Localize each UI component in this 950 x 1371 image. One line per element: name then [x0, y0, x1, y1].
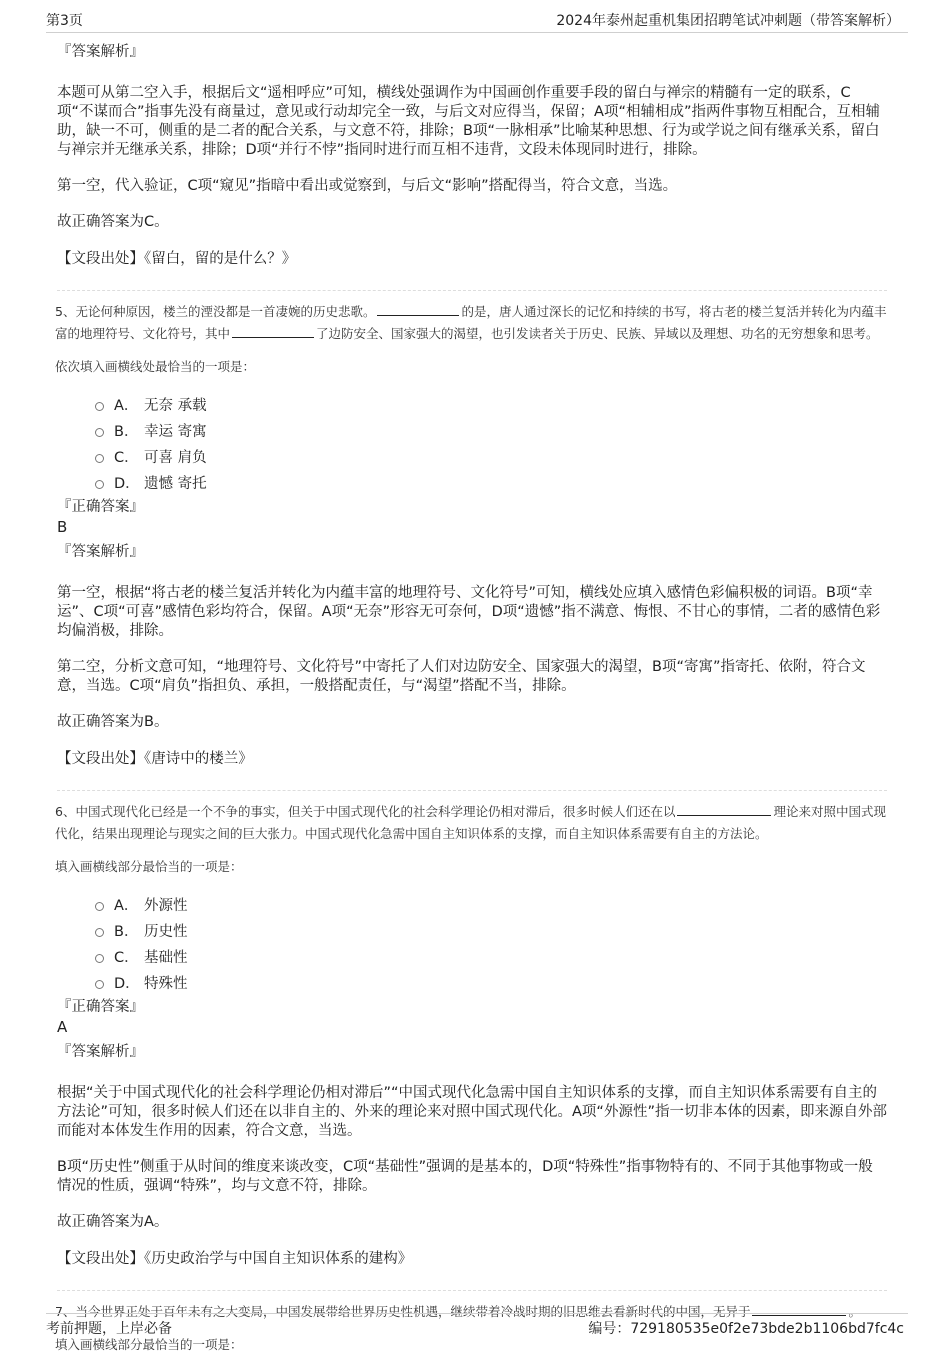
- radio-icon[interactable]: [95, 454, 104, 463]
- analysis-paragraph: B项“历史性”侧重于从时间的维度来谈改变，C项“基础性”强调的是基本的，D项“特殊性”指事物特有的、不同于其他事物或一般情况的性质，强调“特殊”，均与文意不符，排除。: [57, 1159, 873, 1194]
- option-text: 遗憾 寄托: [144, 476, 207, 492]
- document-title: 2024年泰州起重机集团招聘笔试冲刺题（带答案解析）: [556, 13, 900, 29]
- divider: [57, 790, 887, 791]
- question-text: 了边防安全、国家强大的渴望，也引发读者关于历史、民族、异域以及理想、功名的无穷想象和思考。: [316, 326, 879, 341]
- question-text: 5、无论何种原因，楼兰的湮没都是一首凄婉的历史悲歌。: [55, 304, 376, 319]
- radio-icon[interactable]: [95, 928, 104, 937]
- document-id-label: 编号：: [588, 1321, 631, 1337]
- option-key: D．: [114, 476, 140, 492]
- question-prompt: 填入画横线部分最恰当的一项是：: [55, 1337, 243, 1352]
- analysis-paragraph: 故正确答案为B。: [57, 714, 169, 730]
- analysis-paragraph: 第一空，根据“将古老的楼兰复活并转化为内蕴丰富的地理符号、文化符号”可知，横线处应填入感情色彩偏积极的词语。B项“幸运”、C项“可喜”感情色彩均符合，保留。A项“无奈”形容无可奈何，D项“遗憾”指不满意、悔恨、不甘心的事情，二者的感情色彩均偏消极，排除。: [57, 585, 881, 639]
- fill-blank: [377, 301, 459, 316]
- analysis-paragraph: 第二空，分析文意可知，“地理符号、文化符号”中寄托了人们对边防安全、国家强大的渴望，B项“寄寓”指寄托、依附，符合文意，当选。C项“肩负”指担负、承担，一般搭配责任，与“渴望”搭配不当，排除。: [57, 659, 866, 694]
- option-a[interactable]: [95, 893, 887, 919]
- analysis-paragraph: 故正确答案为C。: [57, 214, 169, 230]
- correct-answer-label: 『正确答案』: [57, 999, 144, 1015]
- options-list: [95, 393, 887, 497]
- question-text: 理论来对照中国式现代化，结果出现理论与现实之间的巨大张力。中国式现代化急需中国自主知识体系的支撑，而自主知识体系需要有自主的方法论。: [55, 804, 886, 841]
- analysis-paragraph: 第一空，代入验证，C项“窥见”指暗中看出或觉察到，与后文“影响”搭配得当，符合文意，当选。: [57, 178, 678, 194]
- footer-slogan: 考前押题，上岸必备: [46, 1321, 172, 1337]
- question-text: 7、当今世界正处于百年未有之大变局，中国发展带给世界历史性机遇，继续带着冷战时期的旧思维去看新时代的中国，无异于: [55, 1304, 751, 1319]
- question-6-text: [55, 801, 887, 845]
- option-c[interactable]: [95, 945, 887, 971]
- option-b[interactable]: [95, 919, 887, 945]
- document-body: [57, 42, 887, 1371]
- fill-blank: [677, 801, 771, 816]
- radio-icon[interactable]: [95, 980, 104, 989]
- option-text: 基础性: [144, 950, 188, 966]
- analysis-paragraph: 故正确答案为A。: [57, 1214, 169, 1230]
- analysis-paragraph: 根据“关于中国式现代化的社会科学理论仍相对滞后”“中国式现代化急需中国自主知识体系的支撑，而自主知识体系需要有自主的方法论”可知，很多时候人们还在以非自主的、外来的理论来对照中国式现代化。A项“外源性”指一切非本体的因素，即来源自外部而能对本体发生作用的因素，符合文意，当选。: [57, 1085, 887, 1139]
- option-key: B．: [114, 424, 139, 440]
- option-text: 历史性: [144, 924, 188, 940]
- source-citation: 【文段出处】《历史政治学与中国自主知识体系的建构》: [57, 1251, 413, 1267]
- document-id-value: 729180535e0f2e73bde2b1106bd7fc4c: [630, 1321, 904, 1337]
- option-key: C．: [114, 450, 139, 466]
- option-d[interactable]: [95, 471, 887, 497]
- question-text: 6、中国式现代化已经是一个不争的事实，但关于中国式现代化的社会科学理论仍相对滞后，很多时候人们还在以: [55, 804, 676, 819]
- radio-icon[interactable]: [95, 480, 104, 489]
- options-list: [95, 893, 887, 997]
- option-key: C．: [114, 950, 139, 966]
- option-text: 幸运 寄寓: [144, 424, 207, 440]
- option-a[interactable]: [95, 393, 887, 419]
- option-b[interactable]: [95, 419, 887, 445]
- option-key: D．: [114, 976, 140, 992]
- option-key: A．: [114, 898, 139, 914]
- question-text: 的是，唐人通过深长的记忆和持续的书写，将古老的楼兰复活并转化为内蕴丰富的地理符号、文化符号，其中: [55, 304, 887, 341]
- fill-blank: [232, 323, 314, 338]
- radio-icon[interactable]: [95, 954, 104, 963]
- question-prompt: 填入画横线部分最恰当的一项是：: [55, 859, 243, 874]
- page-header: [46, 6, 908, 33]
- analysis-paragraph: 本题可从第二空入手，根据后文“遥相呼应”可知，横线处强调作为中国画创作重要手段的留白与禅宗的精髓有一定的联系，C项“不谋而合”指事先没有商量过，意见或行动却完全一致，与后文对应得当，保留；A项“相辅相成”指两件事物互相配合，互相辅助，缺一不可，侧重的是二者的配合关系，与文意不符，排除；B项“一脉相承”比喻某种思想、行为或学说之间有继承关系，留白与禅宗并无继承关系，排除；D项“并行不悖”指同时进行而互相不违背，文段未体现同时进行，排除。: [57, 85, 880, 158]
- option-text: 可喜 肩负: [144, 450, 207, 466]
- divider: [57, 1290, 887, 1291]
- correct-answer: A: [57, 1018, 68, 1036]
- correct-answer: B: [57, 518, 68, 536]
- radio-icon[interactable]: [95, 902, 104, 911]
- option-text: 特殊性: [144, 976, 188, 992]
- question-prompt: 依次填入画横线处最恰当的一项是：: [55, 359, 256, 374]
- answer-analysis-label: 『答案解析』: [57, 44, 144, 60]
- option-text: 无奈 承载: [144, 398, 207, 414]
- source-citation: 【文段出处】《留白，留的是什么？》: [57, 251, 297, 267]
- option-d[interactable]: [95, 971, 887, 997]
- answer-analysis-label: 『答案解析』: [57, 544, 144, 560]
- option-text: 外源性: [144, 898, 188, 914]
- question-5-text: [55, 301, 887, 345]
- option-key: B．: [114, 924, 139, 940]
- option-key: A．: [114, 398, 139, 414]
- source-citation: 【文段出处】《唐诗中的楼兰》: [57, 751, 253, 767]
- answer-analysis-label: 『答案解析』: [57, 1044, 144, 1060]
- correct-answer-label: 『正确答案』: [57, 499, 144, 515]
- option-c[interactable]: [95, 445, 887, 471]
- question-text: 。: [848, 1304, 861, 1319]
- page-footer: [46, 1313, 908, 1342]
- radio-icon[interactable]: [95, 402, 104, 411]
- radio-icon[interactable]: [95, 428, 104, 437]
- document-id: [588, 1318, 904, 1338]
- page-number: 第3页: [46, 13, 83, 29]
- divider: [57, 290, 887, 291]
